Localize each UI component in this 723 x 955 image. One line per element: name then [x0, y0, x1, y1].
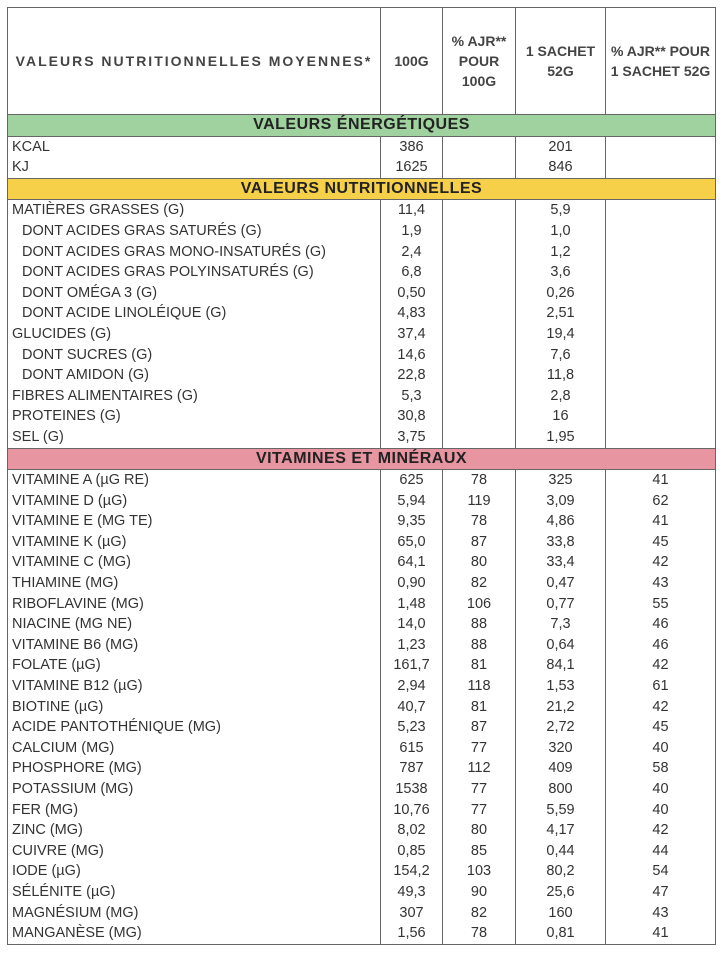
value-per-sachet: 4,86: [516, 511, 606, 532]
value-per-sachet: 0,77: [516, 594, 606, 615]
nutrient-label: VITAMINE D (µG): [8, 491, 381, 512]
value-per-100g: 65,0: [381, 532, 443, 553]
rda-per-100g: [443, 427, 516, 448]
table-row: [8, 511, 716, 532]
table-row: [8, 676, 716, 697]
rda-per-100g: [443, 221, 516, 242]
value-per-sachet: 846: [516, 157, 606, 178]
value-per-100g: 2,4: [381, 242, 443, 263]
nutrient-label: VITAMINE B12 (µG): [8, 676, 381, 697]
nutrient-label: VITAMINE B6 (MG): [8, 635, 381, 656]
rda-per-100g: [443, 303, 516, 324]
rda-per-100g: [443, 365, 516, 386]
rda-per-sachet: [606, 427, 716, 448]
rda-per-sachet: [606, 406, 716, 427]
nutrient-label: VITAMINE K (µG): [8, 532, 381, 553]
value-per-100g: 615: [381, 738, 443, 759]
rda-per-100g: 82: [443, 903, 516, 924]
nutrient-label: NIACINE (MG NE): [8, 614, 381, 635]
rda-per-100g: 85: [443, 841, 516, 862]
value-per-sachet: 5,59: [516, 800, 606, 821]
nutrient-label: VITAMINE E (MG TE): [8, 511, 381, 532]
value-per-sachet: 1,0: [516, 221, 606, 242]
table-row: [8, 532, 716, 553]
table-row: [8, 738, 716, 759]
rda-per-100g: [443, 386, 516, 407]
value-per-sachet: 7,3: [516, 614, 606, 635]
value-per-sachet: 325: [516, 470, 606, 491]
table-row: [8, 262, 716, 283]
value-per-100g: 22,8: [381, 365, 443, 386]
rda-per-sachet: 42: [606, 552, 716, 573]
section-title: VITAMINES ET MINÉRAUX: [8, 448, 716, 470]
value-per-sachet: 80,2: [516, 861, 606, 882]
value-per-sachet: 21,2: [516, 697, 606, 718]
rda-per-100g: 88: [443, 614, 516, 635]
rda-per-100g: 88: [443, 635, 516, 656]
rda-per-100g: [443, 262, 516, 283]
value-per-100g: 5,23: [381, 717, 443, 738]
rda-per-100g: [443, 324, 516, 345]
rda-per-sachet: 45: [606, 717, 716, 738]
value-per-sachet: 2,8: [516, 386, 606, 407]
table-row: [8, 635, 716, 656]
rda-per-sachet: 47: [606, 882, 716, 903]
rda-per-100g: 103: [443, 861, 516, 882]
table-row: [8, 283, 716, 304]
table-row: [8, 157, 716, 178]
rda-per-sachet: 58: [606, 758, 716, 779]
table-row: [8, 800, 716, 821]
nutrient-label: PROTEINES (G): [8, 406, 381, 427]
nutrient-label: SEL (G): [8, 427, 381, 448]
nutrient-label: DONT ACIDES GRAS SATURÉS (G): [8, 221, 381, 242]
rda-per-sachet: [606, 324, 716, 345]
rda-per-100g: 112: [443, 758, 516, 779]
rda-per-sachet: 41: [606, 511, 716, 532]
value-per-sachet: 1,53: [516, 676, 606, 697]
value-per-sachet: 2,51: [516, 303, 606, 324]
rda-per-sachet: [606, 283, 716, 304]
header-rda-per-sachet: % AJR** POUR 1 SACHET 52G: [606, 8, 716, 115]
rda-per-sachet: [606, 386, 716, 407]
rda-per-100g: 119: [443, 491, 516, 512]
value-per-100g: 4,83: [381, 303, 443, 324]
value-per-sachet: 800: [516, 779, 606, 800]
nutrient-label: FER (MG): [8, 800, 381, 821]
value-per-100g: 0,90: [381, 573, 443, 594]
rda-per-sachet: 43: [606, 903, 716, 924]
value-per-100g: 1538: [381, 779, 443, 800]
value-per-sachet: 1,2: [516, 242, 606, 263]
nutrient-label: VITAMINE A (µG RE): [8, 470, 381, 491]
value-per-100g: 1625: [381, 157, 443, 178]
value-per-100g: 787: [381, 758, 443, 779]
value-per-sachet: 11,8: [516, 365, 606, 386]
table-row: [8, 136, 716, 157]
value-per-100g: 154,2: [381, 861, 443, 882]
table-row: [8, 903, 716, 924]
rda-per-sachet: [606, 200, 716, 221]
table-row: [8, 221, 716, 242]
rda-per-sachet: 40: [606, 738, 716, 759]
value-per-100g: 1,9: [381, 221, 443, 242]
value-per-sachet: 1,95: [516, 427, 606, 448]
header-per-sachet: 1 SACHET 52G: [516, 8, 606, 115]
table-row: [8, 427, 716, 448]
nutrient-label: MANGANÈSE (MG): [8, 923, 381, 944]
section-header: [8, 448, 716, 470]
table-row: [8, 386, 716, 407]
rda-per-100g: 90: [443, 882, 516, 903]
table-row: [8, 655, 716, 676]
value-per-100g: 11,4: [381, 200, 443, 221]
value-per-100g: 307: [381, 903, 443, 924]
value-per-sachet: 0,81: [516, 923, 606, 944]
header-nutrient: VALEURS NUTRITIONNELLES MOYENNES*: [8, 8, 381, 115]
nutrient-label: THIAMINE (MG): [8, 573, 381, 594]
value-per-sachet: 3,6: [516, 262, 606, 283]
table-row: [8, 841, 716, 862]
value-per-sachet: 4,17: [516, 820, 606, 841]
value-per-sachet: 0,26: [516, 283, 606, 304]
value-per-100g: 6,8: [381, 262, 443, 283]
value-per-sachet: 2,72: [516, 717, 606, 738]
rda-per-sachet: [606, 221, 716, 242]
nutrient-label: POTASSIUM (MG): [8, 779, 381, 800]
rda-per-sachet: 45: [606, 532, 716, 553]
rda-per-sachet: [606, 242, 716, 263]
value-per-100g: 37,4: [381, 324, 443, 345]
nutrient-label: ZINC (MG): [8, 820, 381, 841]
value-per-100g: 0,85: [381, 841, 443, 862]
rda-per-100g: 81: [443, 655, 516, 676]
nutrient-label: VITAMINE C (MG): [8, 552, 381, 573]
rda-per-100g: 87: [443, 717, 516, 738]
nutrient-label: CUIVRE (MG): [8, 841, 381, 862]
value-per-sachet: 0,44: [516, 841, 606, 862]
value-per-100g: 5,3: [381, 386, 443, 407]
section-title: VALEURS NUTRITIONNELLES: [8, 178, 716, 200]
rda-per-sachet: 42: [606, 697, 716, 718]
rda-per-sachet: 40: [606, 800, 716, 821]
section-header: [8, 115, 716, 137]
value-per-sachet: 5,9: [516, 200, 606, 221]
rda-per-100g: [443, 406, 516, 427]
table-row: [8, 303, 716, 324]
rda-per-sachet: 46: [606, 635, 716, 656]
value-per-100g: 1,48: [381, 594, 443, 615]
value-per-sachet: 0,47: [516, 573, 606, 594]
nutrient-label: PHOSPHORE (MG): [8, 758, 381, 779]
section-title: VALEURS ÉNERGÉTIQUES: [8, 115, 716, 137]
table-row: [8, 345, 716, 366]
value-per-sachet: 3,09: [516, 491, 606, 512]
nutrient-label: DONT SUCRES (G): [8, 345, 381, 366]
table-header: [8, 8, 716, 115]
table-row: [8, 820, 716, 841]
rda-per-sachet: 54: [606, 861, 716, 882]
rda-per-sachet: 42: [606, 820, 716, 841]
table-row: [8, 758, 716, 779]
rda-per-sachet: [606, 365, 716, 386]
rda-per-100g: [443, 136, 516, 157]
value-per-100g: 14,0: [381, 614, 443, 635]
rda-per-sachet: 61: [606, 676, 716, 697]
table-row: [8, 200, 716, 221]
header-row: [8, 8, 716, 115]
table-row: [8, 923, 716, 944]
rda-per-sachet: 41: [606, 470, 716, 491]
rda-per-sachet: [606, 262, 716, 283]
value-per-sachet: 33,4: [516, 552, 606, 573]
nutrition-table-container: [7, 7, 715, 945]
nutrient-label: DONT ACIDES GRAS MONO-INSATURÉS (G): [8, 242, 381, 263]
table-row: [8, 406, 716, 427]
rda-per-sachet: 40: [606, 779, 716, 800]
rda-per-100g: [443, 283, 516, 304]
rda-per-100g: 77: [443, 800, 516, 821]
nutrient-label: DONT ACIDE LINOLÉIQUE (G): [8, 303, 381, 324]
value-per-100g: 9,35: [381, 511, 443, 532]
rda-per-100g: 78: [443, 470, 516, 491]
header-rda-per-100g: % AJR** POUR 100G: [443, 8, 516, 115]
value-per-100g: 3,75: [381, 427, 443, 448]
nutrient-label: DONT ACIDES GRAS POLYINSATURÉS (G): [8, 262, 381, 283]
table-body: [8, 115, 716, 945]
value-per-100g: 386: [381, 136, 443, 157]
rda-per-100g: 80: [443, 552, 516, 573]
rda-per-sachet: 46: [606, 614, 716, 635]
value-per-100g: 8,02: [381, 820, 443, 841]
nutrient-label: KJ: [8, 157, 381, 178]
value-per-100g: 30,8: [381, 406, 443, 427]
nutrient-label: CALCIUM (MG): [8, 738, 381, 759]
table-row: [8, 861, 716, 882]
value-per-100g: 1,23: [381, 635, 443, 656]
nutrient-label: FOLATE (µG): [8, 655, 381, 676]
table-row: [8, 779, 716, 800]
table-row: [8, 242, 716, 263]
value-per-100g: 14,6: [381, 345, 443, 366]
rda-per-100g: [443, 345, 516, 366]
value-per-100g: 2,94: [381, 676, 443, 697]
value-per-100g: 40,7: [381, 697, 443, 718]
value-per-100g: 161,7: [381, 655, 443, 676]
value-per-sachet: 16: [516, 406, 606, 427]
rda-per-100g: [443, 200, 516, 221]
rda-per-sachet: [606, 136, 716, 157]
rda-per-sachet: [606, 303, 716, 324]
rda-per-100g: 81: [443, 697, 516, 718]
nutrient-label: SÉLÉNITE (µG): [8, 882, 381, 903]
value-per-sachet: 409: [516, 758, 606, 779]
table-row: [8, 697, 716, 718]
value-per-100g: 49,3: [381, 882, 443, 903]
value-per-sachet: 19,4: [516, 324, 606, 345]
rda-per-100g: 80: [443, 820, 516, 841]
rda-per-sachet: [606, 157, 716, 178]
section-header: [8, 178, 716, 200]
nutrient-label: DONT AMIDON (G): [8, 365, 381, 386]
nutrient-label: MAGNÉSIUM (MG): [8, 903, 381, 924]
nutrient-label: BIOTINE (µG): [8, 697, 381, 718]
nutrient-label: ACIDE PANTOTHÉNIQUE (MG): [8, 717, 381, 738]
value-per-100g: 0,50: [381, 283, 443, 304]
value-per-sachet: 320: [516, 738, 606, 759]
value-per-sachet: 160: [516, 903, 606, 924]
header-per-100g: 100G: [381, 8, 443, 115]
value-per-100g: 5,94: [381, 491, 443, 512]
table-row: [8, 594, 716, 615]
rda-per-100g: 78: [443, 923, 516, 944]
nutrient-label: MATIÈRES GRASSES (G): [8, 200, 381, 221]
table-row: [8, 882, 716, 903]
value-per-sachet: 33,8: [516, 532, 606, 553]
rda-per-100g: 82: [443, 573, 516, 594]
nutrient-label: KCAL: [8, 136, 381, 157]
nutrient-label: GLUCIDES (G): [8, 324, 381, 345]
rda-per-100g: 77: [443, 779, 516, 800]
table-row: [8, 470, 716, 491]
rda-per-sachet: 44: [606, 841, 716, 862]
rda-per-sachet: 55: [606, 594, 716, 615]
value-per-sachet: 201: [516, 136, 606, 157]
rda-per-sachet: 62: [606, 491, 716, 512]
rda-per-100g: [443, 242, 516, 263]
rda-per-100g: 77: [443, 738, 516, 759]
rda-per-sachet: 43: [606, 573, 716, 594]
value-per-sachet: 84,1: [516, 655, 606, 676]
value-per-100g: 64,1: [381, 552, 443, 573]
rda-per-100g: [443, 157, 516, 178]
nutrient-label: IODE (µG): [8, 861, 381, 882]
table-row: [8, 552, 716, 573]
table-row: [8, 717, 716, 738]
table-row: [8, 491, 716, 512]
value-per-100g: 1,56: [381, 923, 443, 944]
nutrient-label: RIBOFLAVINE (MG): [8, 594, 381, 615]
table-row: [8, 614, 716, 635]
table-row: [8, 365, 716, 386]
rda-per-100g: 106: [443, 594, 516, 615]
value-per-sachet: 0,64: [516, 635, 606, 656]
value-per-100g: 10,76: [381, 800, 443, 821]
table-row: [8, 573, 716, 594]
table-row: [8, 324, 716, 345]
rda-per-sachet: [606, 345, 716, 366]
nutrition-table: [7, 7, 716, 945]
value-per-sachet: 25,6: [516, 882, 606, 903]
rda-per-100g: 78: [443, 511, 516, 532]
value-per-sachet: 7,6: [516, 345, 606, 366]
value-per-100g: 625: [381, 470, 443, 491]
rda-per-sachet: 41: [606, 923, 716, 944]
nutrient-label: FIBRES ALIMENTAIRES (G): [8, 386, 381, 407]
rda-per-100g: 87: [443, 532, 516, 553]
rda-per-100g: 118: [443, 676, 516, 697]
nutrient-label: DONT OMÉGA 3 (G): [8, 283, 381, 304]
rda-per-sachet: 42: [606, 655, 716, 676]
